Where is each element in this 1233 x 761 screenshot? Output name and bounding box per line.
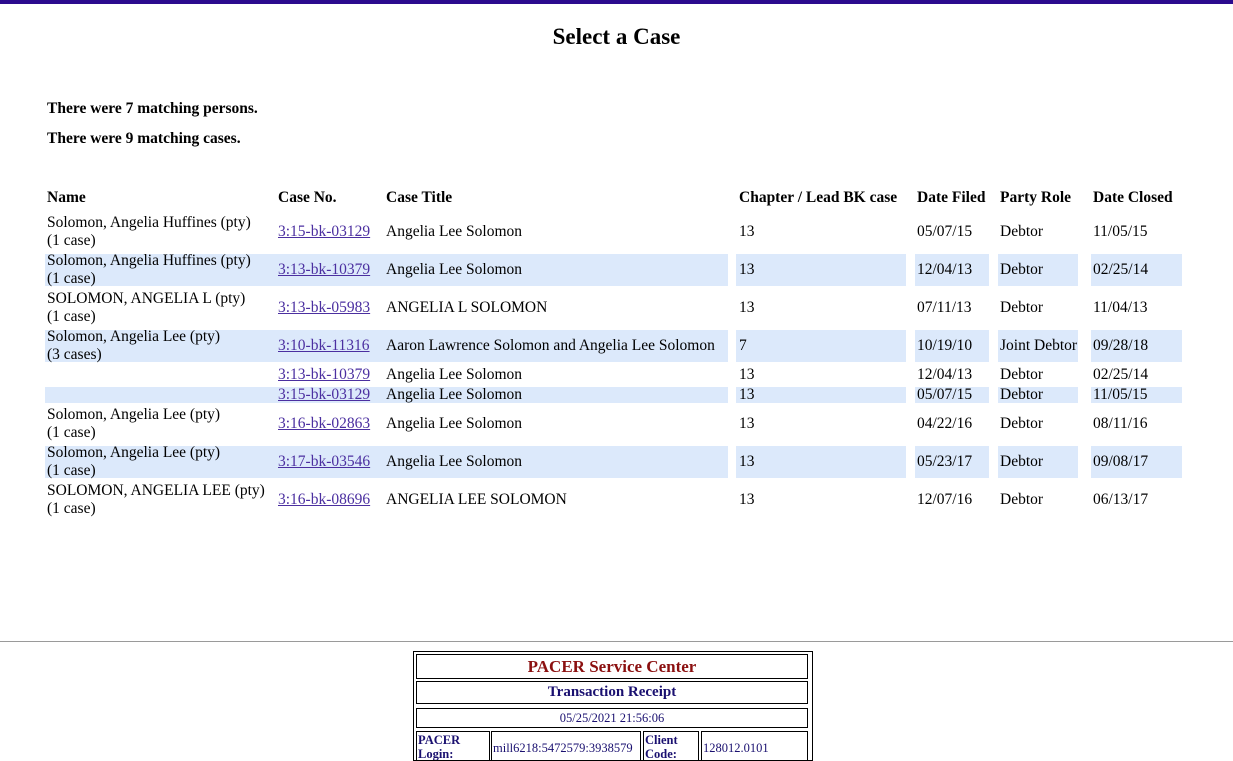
receipt-login-label: PACER Login: bbox=[416, 731, 490, 761]
party-role-cell-text: Debtor bbox=[1000, 366, 1044, 383]
case-number-cell bbox=[274, 289, 380, 327]
table-header-row bbox=[45, 185, 1177, 213]
date-closed-cell bbox=[1082, 365, 1177, 385]
table-row bbox=[45, 365, 1177, 385]
horizontal-divider bbox=[0, 641, 1233, 642]
party-role-cell-text: Debtor bbox=[1000, 491, 1044, 508]
party-role-cell-text: Debtor bbox=[1000, 299, 1044, 316]
case-title-cell-text: Angelia Lee Solomon bbox=[386, 386, 523, 403]
case-title-cell bbox=[380, 327, 728, 365]
date-filed-cell-text: 05/23/17 bbox=[917, 453, 973, 470]
name-cell bbox=[45, 385, 274, 405]
party-role-cell bbox=[989, 251, 1082, 289]
date-filed-cell-text: 04/22/16 bbox=[917, 415, 973, 432]
header-party-role: Party Role bbox=[1000, 189, 1072, 206]
table-row bbox=[45, 481, 1177, 519]
date-filed-cell-text: 10/19/10 bbox=[917, 337, 973, 354]
case-count: (1 case) bbox=[47, 424, 96, 441]
date-filed-cell bbox=[906, 327, 989, 365]
case-title-cell bbox=[380, 289, 728, 327]
receipt-title: PACER Service Center bbox=[416, 654, 808, 679]
chapter-cell-text: 13 bbox=[739, 386, 755, 403]
chapter-cell bbox=[728, 443, 906, 481]
receipt-login-value: mill6218:5472579:3938579 bbox=[491, 731, 641, 761]
table-row bbox=[45, 289, 1177, 327]
header-name: Name bbox=[47, 189, 86, 206]
name-cell bbox=[45, 365, 274, 385]
case-title-cell-text: Aaron Lawrence Solomon and Angelia Lee Solomon bbox=[386, 337, 715, 354]
case-count: (1 case) bbox=[47, 500, 96, 517]
chapter-cell bbox=[728, 327, 906, 365]
chapter-cell bbox=[728, 213, 906, 251]
chapter-cell bbox=[728, 405, 906, 443]
chapter-cell bbox=[728, 481, 906, 519]
case-number-cell bbox=[274, 213, 380, 251]
case-title-cell bbox=[380, 251, 728, 289]
chapter-cell-text: 13 bbox=[739, 223, 755, 240]
chapter-cell-text: 13 bbox=[739, 261, 755, 278]
header-case-title: Case Title bbox=[386, 189, 453, 206]
person-name: Solomon, Angelia Lee (pty) bbox=[47, 444, 221, 461]
date-closed-cell bbox=[1082, 289, 1177, 327]
date-closed-cell-text: 11/05/15 bbox=[1093, 223, 1148, 240]
case-title-cell-text: ANGELIA L SOLOMON bbox=[386, 299, 548, 316]
date-closed-cell bbox=[1082, 405, 1177, 443]
date-closed-cell-text: 08/11/16 bbox=[1093, 415, 1148, 432]
date-filed-cell bbox=[906, 365, 989, 385]
name-cell bbox=[45, 251, 274, 289]
party-role-cell-text: Debtor bbox=[1000, 223, 1044, 240]
header-chapter: Chapter / Lead BK case bbox=[739, 189, 898, 206]
case-number-link[interactable]: 3:15-bk-03129 bbox=[278, 223, 371, 240]
chapter-cell bbox=[728, 365, 906, 385]
case-number-cell bbox=[274, 251, 380, 289]
party-role-cell bbox=[989, 385, 1082, 405]
date-closed-cell bbox=[1082, 213, 1177, 251]
table-row bbox=[45, 385, 1177, 405]
person-name: Solomon, Angelia Huffines (pty) bbox=[47, 252, 251, 269]
table-row bbox=[45, 251, 1177, 289]
case-title-cell bbox=[380, 481, 728, 519]
date-filed-cell-text: 05/07/15 bbox=[917, 223, 973, 240]
chapter-cell bbox=[728, 385, 906, 405]
date-closed-cell-text: 06/13/17 bbox=[1093, 491, 1149, 508]
date-filed-cell-text: 12/07/16 bbox=[917, 491, 973, 508]
case-number-cell bbox=[274, 481, 380, 519]
case-title-cell bbox=[380, 385, 728, 405]
date-filed-cell-text: 07/11/13 bbox=[917, 299, 972, 316]
case-number-link[interactable]: 3:16-bk-08696 bbox=[278, 491, 371, 508]
case-number-link[interactable]: 3:15-bk-03129 bbox=[278, 386, 371, 403]
receipt-client-value: 128012.0101 bbox=[701, 731, 808, 761]
top-accent-bar bbox=[0, 0, 1233, 4]
case-count: (1 case) bbox=[47, 232, 96, 249]
chapter-cell-text: 7 bbox=[739, 337, 747, 354]
date-closed-cell bbox=[1082, 327, 1177, 365]
party-role-cell bbox=[989, 327, 1082, 365]
date-filed-cell bbox=[906, 481, 989, 519]
case-number-link[interactable]: 3:13-bk-10379 bbox=[278, 366, 371, 383]
party-role-cell-text: Debtor bbox=[1000, 261, 1044, 278]
date-filed-cell bbox=[906, 289, 989, 327]
case-title-cell bbox=[380, 443, 728, 481]
case-number-cell bbox=[274, 443, 380, 481]
date-filed-cell-text: 05/07/15 bbox=[917, 386, 973, 403]
date-filed-cell-text: 12/04/13 bbox=[917, 366, 973, 383]
name-cell bbox=[45, 481, 274, 519]
case-title-cell bbox=[380, 405, 728, 443]
table-row bbox=[45, 327, 1177, 365]
party-role-cell-text: Debtor bbox=[1000, 386, 1044, 403]
name-cell bbox=[45, 213, 274, 251]
date-filed-cell bbox=[906, 443, 989, 481]
date-filed-cell bbox=[906, 251, 989, 289]
person-name: Solomon, Angelia Huffines (pty) bbox=[47, 214, 251, 231]
chapter-cell-text: 13 bbox=[739, 299, 755, 316]
receipt-datetime: 05/25/2021 21:56:06 bbox=[416, 708, 808, 728]
date-closed-cell-text: 11/04/13 bbox=[1093, 299, 1148, 316]
party-role-cell bbox=[989, 443, 1082, 481]
case-number-link[interactable]: 3:17-bk-03546 bbox=[278, 453, 371, 470]
case-title-cell-text: Angelia Lee Solomon bbox=[386, 223, 523, 240]
date-closed-cell bbox=[1082, 251, 1177, 289]
case-count: (1 case) bbox=[47, 308, 96, 325]
date-filed-cell bbox=[906, 405, 989, 443]
case-number-cell bbox=[274, 385, 380, 405]
date-filed-cell bbox=[906, 213, 989, 251]
person-name: Solomon, Angelia Lee (pty) bbox=[47, 406, 221, 423]
party-role-cell-text: Debtor bbox=[1000, 453, 1044, 470]
case-number-cell bbox=[274, 405, 380, 443]
case-title-cell-text: Angelia Lee Solomon bbox=[386, 261, 523, 278]
party-role-cell bbox=[989, 365, 1082, 385]
case-title-cell bbox=[380, 365, 728, 385]
table-row bbox=[45, 213, 1177, 251]
case-count: (1 case) bbox=[47, 270, 96, 287]
case-number-link[interactable]: 3:13-bk-10379 bbox=[278, 261, 371, 278]
transaction-receipt bbox=[413, 651, 813, 761]
party-role-cell bbox=[989, 405, 1082, 443]
case-number-cell bbox=[274, 327, 380, 365]
case-number-link[interactable]: 3:10-bk-11316 bbox=[278, 337, 370, 354]
case-results-table bbox=[45, 185, 1177, 519]
party-role-cell bbox=[989, 481, 1082, 519]
date-closed-cell-text: 11/05/15 bbox=[1093, 386, 1148, 403]
date-closed-cell bbox=[1082, 443, 1177, 481]
case-count: (1 case) bbox=[47, 462, 96, 479]
case-title-cell-text: ANGELIA LEE SOLOMON bbox=[386, 491, 567, 508]
case-number-cell bbox=[274, 365, 380, 385]
chapter-cell bbox=[728, 289, 906, 327]
date-closed-cell bbox=[1082, 385, 1177, 405]
receipt-client-label: Client Code: bbox=[643, 731, 699, 761]
name-cell bbox=[45, 405, 274, 443]
chapter-cell-text: 13 bbox=[739, 415, 755, 432]
chapter-cell-text: 13 bbox=[739, 366, 755, 383]
header-date-closed: Date Closed bbox=[1093, 189, 1173, 206]
party-role-cell-text: Joint Debtor bbox=[1000, 337, 1078, 354]
matching-cases-text: There were 9 matching cases. bbox=[47, 130, 241, 147]
date-closed-cell-text: 09/28/18 bbox=[1093, 337, 1149, 354]
table-row bbox=[45, 443, 1177, 481]
person-name: SOLOMON, ANGELIA LEE (pty) bbox=[47, 482, 265, 499]
date-closed-cell-text: 02/25/14 bbox=[1093, 261, 1149, 278]
party-role-cell bbox=[989, 289, 1082, 327]
date-closed-cell bbox=[1082, 481, 1177, 519]
name-cell bbox=[45, 443, 274, 481]
chapter-cell bbox=[728, 251, 906, 289]
date-filed-cell bbox=[906, 385, 989, 405]
header-case-no: Case No. bbox=[278, 189, 337, 206]
table-row bbox=[45, 405, 1177, 443]
person-name: Solomon, Angelia Lee (pty) bbox=[47, 328, 221, 345]
date-closed-cell-text: 09/08/17 bbox=[1093, 453, 1149, 470]
header-date-filed: Date Filed bbox=[917, 189, 986, 206]
chapter-cell-text: 13 bbox=[739, 491, 755, 508]
matching-persons-text: There were 7 matching persons. bbox=[47, 100, 258, 117]
date-closed-cell-text: 02/25/14 bbox=[1093, 366, 1149, 383]
date-filed-cell-text: 12/04/13 bbox=[917, 261, 973, 278]
name-cell bbox=[45, 327, 274, 365]
case-number-link[interactable]: 3:13-bk-05983 bbox=[278, 299, 371, 316]
party-role-cell bbox=[989, 213, 1082, 251]
case-title-cell-text: Angelia Lee Solomon bbox=[386, 453, 523, 470]
person-name: SOLOMON, ANGELIA L (pty) bbox=[47, 290, 246, 307]
case-count: (3 cases) bbox=[47, 346, 102, 363]
receipt-subtitle: Transaction Receipt bbox=[416, 681, 808, 704]
page-title: Select a Case bbox=[552, 24, 681, 49]
case-title-cell-text: Angelia Lee Solomon bbox=[386, 415, 523, 432]
case-number-link[interactable]: 3:16-bk-02863 bbox=[278, 415, 371, 432]
chapter-cell-text: 13 bbox=[739, 453, 755, 470]
name-cell bbox=[45, 289, 274, 327]
party-role-cell-text: Debtor bbox=[1000, 415, 1044, 432]
case-title-cell bbox=[380, 213, 728, 251]
case-title-cell-text: Angelia Lee Solomon bbox=[386, 366, 523, 383]
